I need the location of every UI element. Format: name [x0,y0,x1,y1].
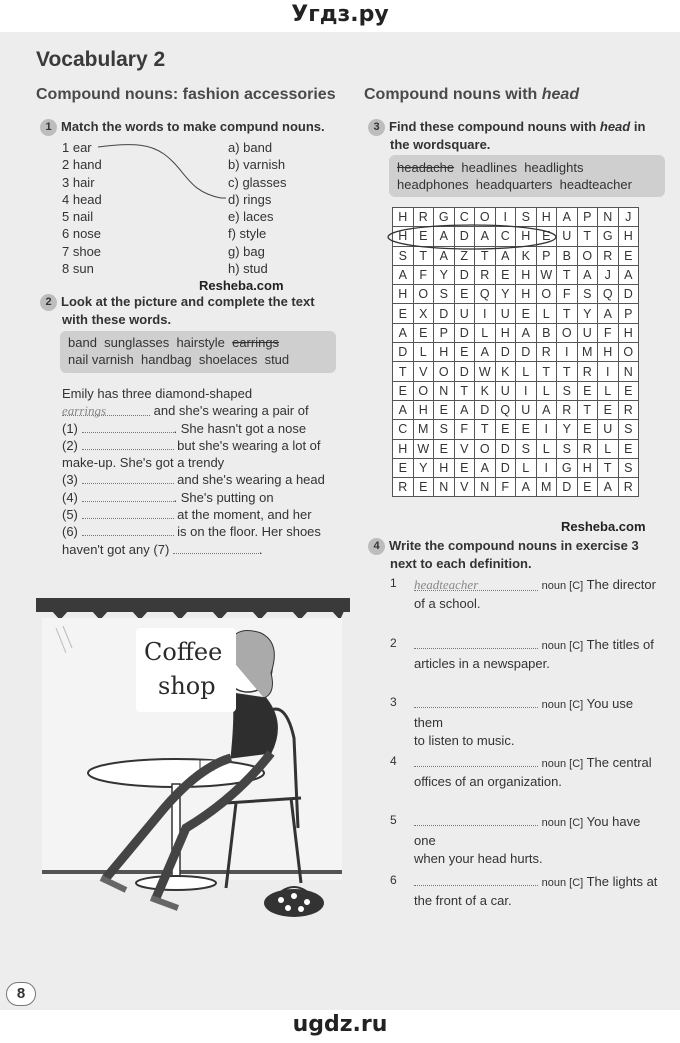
ex1-left-item: 2 hand [62,157,102,173]
grid-cell[interactable]: N [475,478,496,497]
grid-cell[interactable]: T [577,227,598,246]
grid-cell[interactable]: T [598,458,619,477]
grid-cell[interactable]: G [434,208,455,227]
grid-cell[interactable]: R [393,478,414,497]
grid-cell[interactable]: W [475,362,496,381]
headache-circle [382,222,572,252]
grid-cell[interactable]: O [413,381,434,400]
grid-cell[interactable]: A [434,246,455,265]
grid-cell[interactable]: L [536,439,557,458]
grid-row [393,285,639,304]
grid-cell[interactable]: A [516,478,537,497]
grid-cell[interactable]: S [577,285,598,304]
ex1-right-item: f) style [228,226,267,242]
grid-cell[interactable]: H [618,323,639,342]
grid-cell[interactable]: D [454,362,475,381]
grid-cell[interactable]: S [516,439,537,458]
grid-cell[interactable]: E [577,420,598,439]
grid-cell[interactable]: A [475,227,496,246]
word-line: headphones headquarters headteacher [397,177,632,192]
ex1-right-item: g) bag [228,243,265,259]
grid-cell[interactable]: D [495,458,516,477]
grid-cell[interactable]: F [454,420,475,439]
grid-cell[interactable]: V [413,362,434,381]
grid-cell[interactable]: Y [495,285,516,304]
grid-cell[interactable]: L [475,323,496,342]
grid-cell[interactable]: E [618,381,639,400]
grid-cell[interactable]: A [557,208,578,227]
word: sunglasses [104,335,170,350]
grid-cell[interactable]: E [413,227,434,246]
grid-cell[interactable]: S [618,420,639,439]
grid-cell[interactable]: U [598,420,619,439]
grid-row [393,439,639,458]
grid-cell[interactable]: A [454,400,475,419]
grid-cell[interactable]: O [536,285,557,304]
ex2-number: 2 [40,294,57,311]
ex1-left-item: 6 nose [62,226,102,242]
grid-row [393,265,639,284]
grid-cell[interactable]: U [577,323,598,342]
grid-cell[interactable]: H [598,343,619,362]
ex1-left-item: 4 head [62,191,102,207]
grid-row [393,323,639,342]
grid-cell[interactable]: L [598,439,619,458]
grid-cell[interactable]: Q [598,285,619,304]
grid-cell[interactable]: L [536,381,557,400]
grid-cell[interactable]: C [393,420,414,439]
grid-cell[interactable]: T [413,246,434,265]
grid-cell[interactable]: A [598,304,619,323]
grid-cell[interactable]: H [577,458,598,477]
grid-cell[interactable]: H [393,285,414,304]
grid-cell[interactable]: D [495,439,516,458]
grid-cell[interactable]: D [434,304,455,323]
grid-cell[interactable]: N [618,362,639,381]
ex1-instruction: 1 Match the words to make compund nouns. [40,118,325,136]
grid-cell[interactable]: L [516,458,537,477]
grid-cell[interactable]: W [536,265,557,284]
grid-cell[interactable]: S [557,439,578,458]
grid-cell[interactable]: N [434,478,455,497]
grid-cell[interactable]: A [393,265,414,284]
grid-cell[interactable]: C [495,227,516,246]
grid-cell[interactable]: Z [454,246,475,265]
grid-cell[interactable]: O [557,323,578,342]
grid-cell[interactable]: A [495,246,516,265]
right-section-heading: Compound nouns with head [364,86,580,103]
page-title: Vocabulary 2 [36,48,166,71]
grid-cell[interactable]: B [557,246,578,265]
grid-cell[interactable]: H [393,439,414,458]
grid-cell[interactable]: E [618,246,639,265]
page-number: 8 [6,982,36,1006]
grid-cell[interactable]: I [536,420,557,439]
answer-field[interactable] [414,755,538,767]
grid-cell[interactable]: E [454,458,475,477]
grid-cell[interactable]: R [577,439,598,458]
grid-cell[interactable]: H [434,458,455,477]
grid-cell[interactable]: O [475,439,496,458]
site-watermark-bottom: ugdz.ru [292,1012,388,1037]
ex4-instruction: 4 Write the compound nouns in exercise 3 next to each definition. [368,537,639,572]
grid-cell[interactable]: X [413,304,434,323]
grid-cell[interactable]: J [598,265,619,284]
grid-cell[interactable]: R [618,478,639,497]
grid-cell[interactable]: H [413,400,434,419]
grid-cell[interactable]: S [434,285,455,304]
ex3-number: 3 [368,119,385,136]
grid-cell[interactable]: E [618,439,639,458]
grid-cell[interactable]: D [516,343,537,362]
grid-cell[interactable]: L [413,343,434,362]
grid-cell[interactable]: U [516,400,537,419]
grid-row [393,362,639,381]
blank-7[interactable] [173,542,259,554]
word: hairstyle [176,335,225,350]
ex1-right-item: a) band [228,140,273,155]
grid-cell[interactable]: I [557,343,578,362]
grid-cell[interactable]: Q [475,285,496,304]
blank-2[interactable] [82,438,174,450]
grid-cell[interactable]: D [618,285,639,304]
grid-row [393,304,639,323]
blank-6[interactable] [82,524,174,536]
ex1-right-item: b) varnish [228,157,286,173]
grid-cell[interactable]: F [598,323,619,342]
grid-cell[interactable]: O [618,343,639,362]
grid-cell[interactable]: P [618,304,639,323]
grid-cell[interactable]: T [454,381,475,400]
grid-cell[interactable]: A [516,323,537,342]
answer-field[interactable] [414,814,538,826]
grid-cell[interactable]: F [557,285,578,304]
grid-cell[interactable]: E [495,420,516,439]
grid-cell[interactable]: R [536,343,557,362]
grid-cell[interactable]: F [495,478,516,497]
answer-field[interactable] [414,637,538,649]
grid-cell[interactable]: H [536,208,557,227]
sign-text-shop: shop [158,672,216,700]
grid-cell[interactable]: I [475,304,496,323]
grid-cell[interactable]: A [393,323,414,342]
grid-cell[interactable]: G [598,227,619,246]
grid-row [393,420,639,439]
grid-cell[interactable]: E [495,265,516,284]
grid-cell[interactable]: M [413,420,434,439]
grid-cell[interactable]: Y [413,458,434,477]
grid-cell[interactable]: E [598,400,619,419]
grid-row [393,343,639,362]
grid-cell[interactable]: M [536,478,557,497]
grid-cell[interactable]: N [434,381,455,400]
ex2-instruction: 2 Look at the picture and complete the text with these words. [40,293,315,328]
grid-cell[interactable]: E [516,304,537,323]
grid-cell[interactable]: S [393,246,414,265]
grid-cell[interactable]: L [536,304,557,323]
grid-cell[interactable]: H [618,227,639,246]
grid-cell[interactable]: E [434,400,455,419]
grid-cell[interactable]: G [557,458,578,477]
grid-cell[interactable]: U [454,304,475,323]
grid-cell[interactable]: V [454,439,475,458]
ex1-right-item: h) stud [228,261,268,277]
grid-cell[interactable]: Q [495,400,516,419]
grid-cell[interactable]: F [413,265,434,284]
ex1-right-column [228,139,287,277]
ex1-match-line [96,140,236,202]
grid-cell[interactable]: Y [557,420,578,439]
blank-5[interactable] [82,507,174,519]
ex2-answer-example: earrings [62,402,150,416]
ex2-word-box [60,331,336,373]
ex3-word-box [389,155,665,197]
grid-cell[interactable]: R [577,362,598,381]
grid-row [393,478,639,497]
grid-cell[interactable]: I [598,362,619,381]
ex1-left-item: 7 shoe [62,243,102,259]
grid-cell[interactable]: S [516,208,537,227]
grid-cell[interactable]: H [393,208,414,227]
word-struck: earrings [232,335,280,350]
site-watermark-top: Угдз.ру [291,2,389,27]
grid-cell[interactable]: D [454,227,475,246]
grid-cell[interactable]: E [577,381,598,400]
grid-cell[interactable]: E [393,381,414,400]
grid-cell[interactable]: K [495,362,516,381]
grid-cell[interactable]: P [536,246,557,265]
ex3-instruction: 3 Find these compound nouns with head in the wordsquare. [368,118,645,153]
grid-cell[interactable]: L [516,362,537,381]
grid-cell[interactable]: D [495,343,516,362]
workbook-page: Угдз.ру Vocabulary 2 Compound nouns: fashion accessories Compound nouns with head 1 Match the words to make compund nouns. 1 ear 2 hand 3 hair 4 head 5 nail 6 nose 7 shoe 8 sun a) band b) varnish c) glasses d) rings e) laces f) style g) bag h) stud Resheba.com 2 Look at the picture and complete the text with these words. band sunglasses hairstyle earrings nail varnish handbag shoelaces stud Emily has three diamond-shaped earrings and she's wearing a pair of (1) . She hasn't got a nose (2) but she's wearing a lot of make-up. She's got a trendy (3) and she's wearing a head (4) . She's putting on (5) at the moment, and her (6) is on the floor. Her shoes haven't got any (7) . Coffee shop 3 Find these compound nouns with head in the wordsquare. headache headlines headlights headphones headquarters headteacher H R G C O I S H A P N J H E A D A C H E U T G H S T A Z T A K P B O R E A F Y D R E H W T A J A H O S E Q Y H O F S Q D E X D U I U E L T Y A P A E P D L H A B O U F H D L H E A D D R I M H O T V O D W K L T T R I N E O N T K U I L S E L E A H E A D Q U A R T E R C M S F T E E I Y E U S H W E V O D S L S R L E E Y H E A D L I G H T S R E N V N F A M D E A R Resheba.com 4 Write the compound nouns in exercise 3 next to each definition. 1 headteacher noun [C] The director of a school. 2 noun [C] The titles of articles in a newspaper. 3 noun [C] You use them to listen to music. 4 noun [C] The central offices of an organization. 5 noun [C] You have one when your head hurts. 6 noun [C] The lights at the front of a car. 8 ugdz.ru [0,0,680,1043]
grid-cell[interactable]: A [475,458,496,477]
grid-cell[interactable]: L [598,381,619,400]
blank-3[interactable] [82,472,174,484]
grid-cell[interactable]: E [454,343,475,362]
grid-cell[interactable]: A [393,400,414,419]
grid-cell[interactable]: A [475,343,496,362]
grid-cell[interactable]: P [434,323,455,342]
grid-cell[interactable]: U [557,227,578,246]
grid-cell[interactable]: T [557,304,578,323]
answer-field[interactable] [414,696,538,708]
grid-cell[interactable]: W [413,439,434,458]
grid-cell[interactable]: T [577,400,598,419]
grid-cell[interactable]: T [536,362,557,381]
grid-cell[interactable]: R [618,400,639,419]
grid-cell[interactable]: Y [434,265,455,284]
grid-cell[interactable]: J [618,208,639,227]
grid-cell[interactable]: A [434,227,455,246]
grid-cell[interactable]: A [536,400,557,419]
ex4-number: 4 [368,538,385,555]
resheba-watermark-right: Resheba.com [561,519,646,534]
sign-text-coffee: Coffee [144,638,223,666]
grid-cell[interactable]: H [393,227,414,246]
grid-cell[interactable]: Y [577,304,598,323]
word-line: headlines headlights [461,160,584,175]
grid-cell[interactable]: C [454,208,475,227]
left-section-heading: Compound nouns: fashion accessories [36,86,336,103]
ex1-right-item: e) laces [228,209,274,225]
grid-cell[interactable]: I [536,458,557,477]
grid-cell[interactable]: E [393,304,414,323]
grid-cell[interactable]: N [598,208,619,227]
grid-cell[interactable]: A [618,265,639,284]
grid-cell[interactable]: R [598,246,619,265]
grid-row [393,400,639,419]
answer-field[interactable] [414,874,538,886]
grid-cell[interactable]: T [557,265,578,284]
grid-cell[interactable]: T [475,246,496,265]
grid-cell[interactable]: U [495,381,516,400]
grid-cell[interactable]: D [454,265,475,284]
grid-cell[interactable]: E [516,420,537,439]
grid-cell[interactable]: S [434,420,455,439]
blank-4[interactable] [82,490,174,502]
grid-cell[interactable]: D [454,323,475,342]
grid-cell[interactable]: R [557,400,578,419]
ex1-left-item: 5 nail [62,209,94,225]
grid-cell[interactable]: O [577,246,598,265]
grid-cell[interactable]: I [516,381,537,400]
grid-cell[interactable]: S [557,381,578,400]
word-line: nail varnish handbag shoelaces stud [68,352,290,367]
grid-cell[interactable]: H [516,285,537,304]
grid-cell[interactable]: H [434,343,455,362]
grid-cell[interactable]: T [557,362,578,381]
word: band [68,335,97,350]
grid-cell[interactable]: E [454,285,475,304]
grid-cell[interactable]: I [495,208,516,227]
answer-field[interactable]: headteacher [414,576,538,591]
grid-cell[interactable]: E [577,478,598,497]
grid-cell[interactable]: D [557,478,578,497]
grid-cell[interactable]: D [475,400,496,419]
grid-cell[interactable]: T [475,420,496,439]
grid-cell[interactable]: P [577,208,598,227]
grid-row [393,458,639,477]
grid-cell[interactable]: E [413,478,434,497]
ex1-left-item: 3 hair [62,174,95,190]
ex2-text: Emily has three diamond-shaped earrings and she's wearing a pair of (1) . She hasn't got a nose (2) but she's wearing a lot of make-up. She's got a trendy (3) and she's wearing a head (4) . She's putting on (5) at the moment, and her (6) is on the floor. Her shoes haven't got any (7) . [62,386,325,557]
ex1-number: 1 [40,119,57,136]
coffee-shop-illustration [36,598,350,928]
grid-cell[interactable]: E [434,439,455,458]
ex1-left-item: 8 sun [62,261,94,277]
grid-cell[interactable]: O [434,362,455,381]
grid-cell[interactable]: O [475,208,496,227]
grid-cell[interactable]: S [618,458,639,477]
grid-cell[interactable]: H [516,227,537,246]
word-struck: headache [397,160,455,175]
blank-1[interactable] [82,421,174,433]
grid-cell[interactable]: A [577,265,598,284]
grid-cell[interactable]: K [516,246,537,265]
grid-cell[interactable]: U [495,304,516,323]
grid-cell[interactable]: M [577,343,598,362]
resheba-watermark-left: Resheba.com [199,278,284,293]
grid-cell[interactable]: V [454,478,475,497]
grid-cell[interactable]: K [475,381,496,400]
grid-row [393,381,639,400]
grid-cell[interactable]: O [413,285,434,304]
grid-cell[interactable]: H [495,323,516,342]
ex1-right-item: d) rings [228,191,272,207]
grid-cell[interactable]: E [536,227,557,246]
grid-cell[interactable]: T [393,362,414,381]
grid-cell[interactable]: E [413,323,434,342]
grid-cell[interactable]: H [516,265,537,284]
ex1-right-item: c) glasses [228,174,287,190]
grid-cell[interactable]: E [393,458,414,477]
grid-cell[interactable]: A [598,478,619,497]
grid-cell[interactable]: D [393,343,414,362]
ex1-left-item: 1 ear [62,140,92,155]
grid-cell[interactable]: B [536,323,557,342]
grid-cell[interactable]: R [475,265,496,284]
grid-cell[interactable]: R [413,208,434,227]
